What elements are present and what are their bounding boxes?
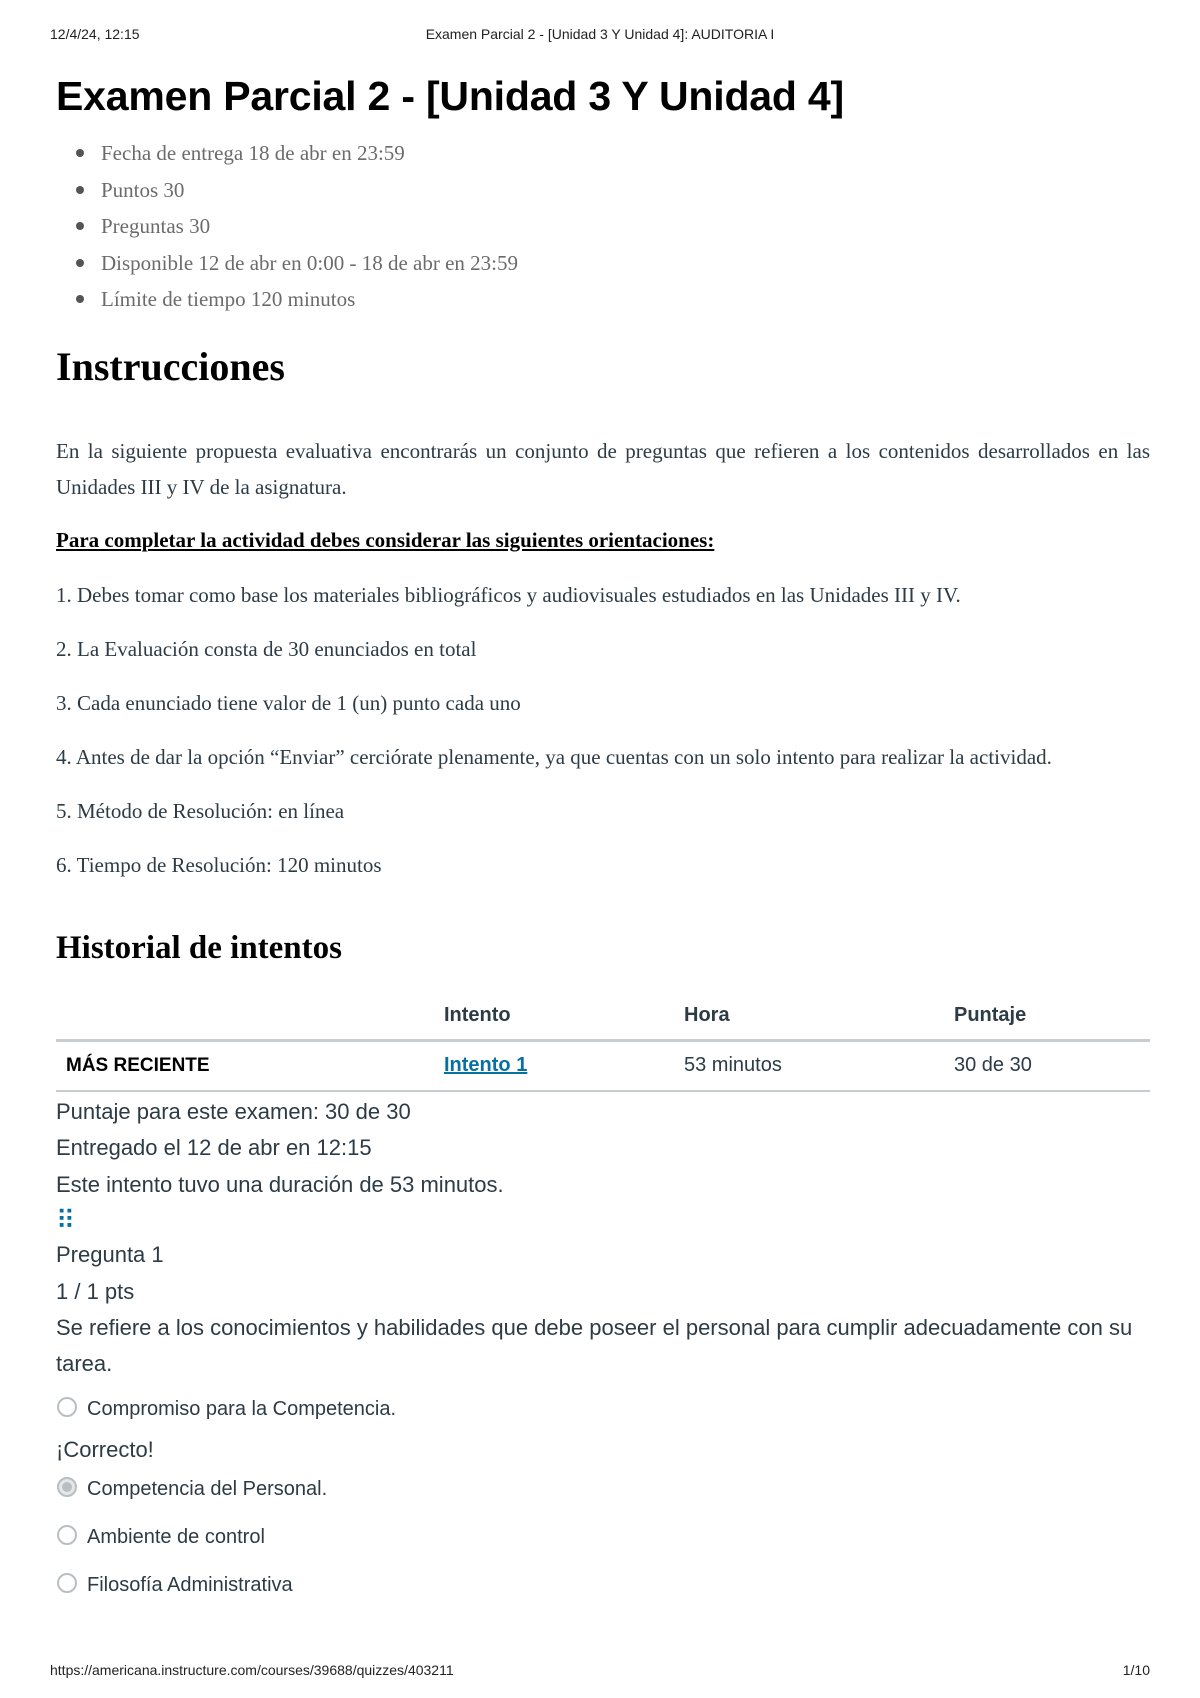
detail-questions: Preguntas 30 [76,211,1150,248]
question-points: 1 / 1 pts [56,1278,135,1304]
instructions-intro: En la siguiente propuesta evaluativa encontrarás un conjunto de preguntas que refieren a los contenidos desarrollados en las Unidades III y IV de la asignatura. [56,438,1150,499]
table-header-row [56,993,1150,1041]
orientation-item: 2. La Evaluación consta de 30 enunciados en total [56,636,477,661]
instructions-title: Instrucciones [56,343,285,389]
detail-availability: Disponible 12 de abr en 0:00 - 18 de abr en 23:59 [76,248,1150,285]
radio-unselected-icon[interactable] [57,1525,77,1545]
orientation-item: 3. Cada enunciado tiene valor de 1 (un) punto cada uno [56,690,521,715]
column-header-blank [56,993,434,1041]
answer-label: Compromiso para la Competencia. [87,1398,397,1420]
quiz-score: Puntaje para este examen: 30 de 30 [56,1098,411,1124]
submitted-date: Entregado el 12 de abr en 12:15 [56,1135,372,1160]
print-document-title: Examen Parcial 2 - [Unidad 3 Y Unidad 4]: AUDITORIA I [425,26,775,42]
attempt-duration: Este intento tuvo una duración de 53 minutos. [56,1171,504,1197]
quiz-details-list [56,138,1150,321]
orientation-item: 6. Tiempo de Resolución: 120 minutos [56,852,382,877]
detail-time-limit: Límite de tiempo 120 minutos [76,284,1150,321]
answer-label: Ambiente de control [87,1526,265,1548]
bullet-icon [76,295,84,303]
most-recent-label: MÁS RECIENTE [56,1040,434,1091]
attempt-score: 30 de 30 [944,1040,1150,1091]
radio-unselected-icon[interactable] [57,1573,77,1593]
print-header [50,26,1150,48]
print-footer [50,1662,1150,1682]
bullet-icon [76,149,84,157]
attempt-1-link[interactable]: Intento 1 [444,1054,528,1076]
orientation-item: 4. Antes de dar la opción “Enviar” cerciórate plenamente, ya que cuentas con un solo intento para realizar la actividad. [56,744,1052,769]
answer-label: Filosofía Administrativa [87,1574,293,1596]
quiz-title: Examen Parcial 2 - [Unidad 3 Y Unidad 4] [56,73,844,119]
radio-selected-icon[interactable] [57,1477,77,1497]
bullet-icon [76,222,84,230]
radio-unselected-icon[interactable] [57,1397,77,1417]
print-url: https://americana.instructure.com/courses/39688/quizzes/403211 [50,1662,454,1678]
bullet-icon [76,259,84,267]
attempt-history-table [56,993,1150,1092]
answer-option[interactable] [56,1516,1150,1558]
drag-handle-icon[interactable]: ⠿ [56,1205,72,1235]
column-header-time: Hora [674,993,944,1041]
question-label: Pregunta 1 [56,1242,164,1267]
score-summary [56,1094,1150,1204]
answer-option[interactable] [56,1564,1150,1606]
quiz-content [56,68,1150,1606]
orientation-item: 5. Método de Resolución: en línea [56,798,345,823]
orientation-heading: Para completar la actividad debes considerar las siguientes orientaciones: [56,527,715,552]
detail-due-date: Fecha de entrega 18 de abr en 23:59 [76,138,1150,175]
column-header-score: Puntaje [944,993,1150,1041]
print-date: 12/4/24, 12:15 [50,26,140,42]
question-text: Se refiere a los conocimientos y habilidades que debe poseer el personal para cumplir adecuadamente con su tarea. [56,1315,1133,1376]
column-header-attempt: Intento [434,993,674,1041]
answer-option-selected[interactable] [56,1468,1150,1510]
answer-option[interactable] [56,1388,1150,1430]
detail-points: Puntos 30 [76,175,1150,212]
page-number: 1/10 [1122,1662,1150,1678]
orientation-item: 1. Debes tomar como base los materiales bibliográficos y audiovisuales estudiados en las Unidades III y IV. [56,582,961,607]
answer-label: Competencia del Personal. [87,1478,328,1500]
table-row [56,1040,1150,1091]
correct-answer-label: ¡Correcto! [56,1437,154,1462]
bullet-icon [76,186,84,194]
attempt-time: 53 minutos [674,1040,944,1091]
attempt-history-title: Historial de intentos [56,929,342,966]
